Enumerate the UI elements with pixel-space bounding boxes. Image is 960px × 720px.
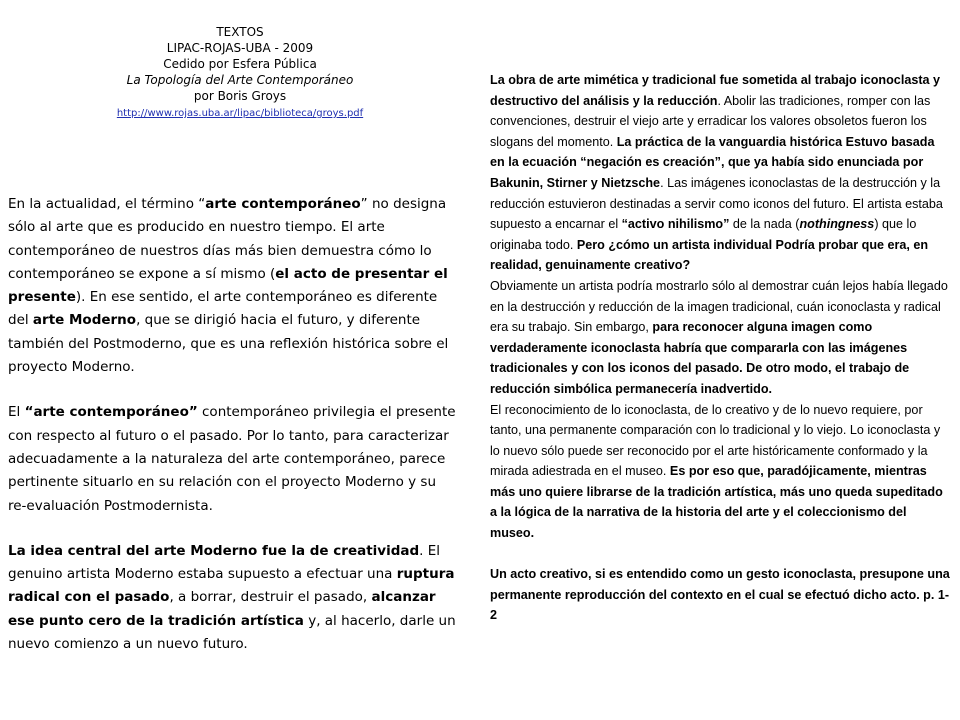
right-paragraph-3: El reconocimiento de lo iconoclasta, de lo creativo y de lo nuevo requiere, por tanto, una permanente comparación con lo tradicional y lo viejo. Lo iconoclasta y lo nuevo sólo puede ser reconocido por el arte históricamente conformado y la mirada adiestrada en el museo. Es por eso que, paradójicamente, mientras más uno quiere librarse de la tradición artística, más uno queda supeditado a la lógica de la narrativa de la historia del arte y el coleccionismo del museo. — [490, 402, 943, 541]
source-link[interactable]: http://www.rojas.uba.ar/lipac/biblioteca/groys.pdf — [116, 108, 364, 119]
source-header — [90, 24, 390, 122]
header-line-title: La Topología del Arte Contemporáneo — [126, 73, 354, 87]
left-paragraph-3: La idea central del arte Moderno fue la de creatividad. El genuino artista Moderno estaba supuesto a efectuar una ruptura radical con el pasado, a borrar, destruir el pasado, alcanzar ese punto cero de la tradición artística y, al hacerlo, darle un nuevo comienzo a un nuevo futuro. — [8, 542, 456, 653]
right-column — [490, 70, 952, 626]
left-column — [8, 193, 458, 656]
right-paragraph-2: Obviamente un artista podría mostrarlo sólo al demostrar cuán lejos había llegado en la destrucción y reducción de la imagen tradicional, cuán iconoclasta y radical era su trabajo. Sin embargo, para reconocer alguna imagen como verdaderamente iconoclasta habría que compararla con las imágenes tradicionales y con los iconos del pasado. De otro modo, el trabajo de reducción simbólica permanecería inadvertido. — [490, 278, 948, 396]
header-line-author: por Boris Groys — [193, 89, 287, 103]
header-line-lipac: LIPAC-ROJAS-UBA - 2009 — [166, 41, 314, 55]
right-paragraph-1: La obra de arte mimética y tradicional fue sometida al trabajo iconoclasta y destructivo del análisis y la reducción. Abolir las tradiciones, romper con las convenciones, destruir el viejo arte y erradicar los valores obsoletos fueron los slogans del momento. La práctica de la vanguardia histórica Estuvo basada en la ecuación “negación es creación”, que ya había sido enunciada por Bakunin, Stirner y Nietzsche. Las imágenes iconoclastas de la destrucción y la reducción estuvieron destinadas a servir como iconos del futuro. El artista estaba supuesto a encarnar el “activo nihilismo” de la nada (nothingness) que lo originaba todo. Pero ¿cómo un artista individual Podría probar que era, en realidad, genuinamente creativo? — [490, 73, 943, 273]
left-paragraph-2: El “arte contemporáneo” contemporáneo privilegia el presente con respecto al futuro o el pasado. Por lo tanto, para caracterizar adecuadamente a la naturaleza del arte contemporáneo, parece pertinente situarlo en su relación con el proyecto Moderno y su re-evaluación Postmodernista. — [8, 404, 456, 514]
right-paragraph-4: Un acto creativo, si es entendido como un gesto iconoclasta, presupone una permanente reproducción del contexto en el cual se efectuó dicho acto. p. 1-2 — [490, 567, 950, 623]
left-paragraph-1: En la actualidad, el término “arte contemporáneo” no designa sólo al arte que es producido en nuestro tiempo. El arte contemporáneo de nuestros días más bien demuestra cómo lo contemporáneo se expone a sí mismo (el acto de presentar el presente). En ese sentido, el arte contemporáneo es diferente del arte Moderno, que se dirigió hacia el futuro, y diferente también del Postmoderno, que es una reflexión histórica sobre el proyecto Moderno. — [8, 196, 449, 376]
header-line-textos: TEXTOS — [216, 25, 264, 39]
header-line-cedido: Cedido por Esfera Pública — [163, 57, 317, 71]
